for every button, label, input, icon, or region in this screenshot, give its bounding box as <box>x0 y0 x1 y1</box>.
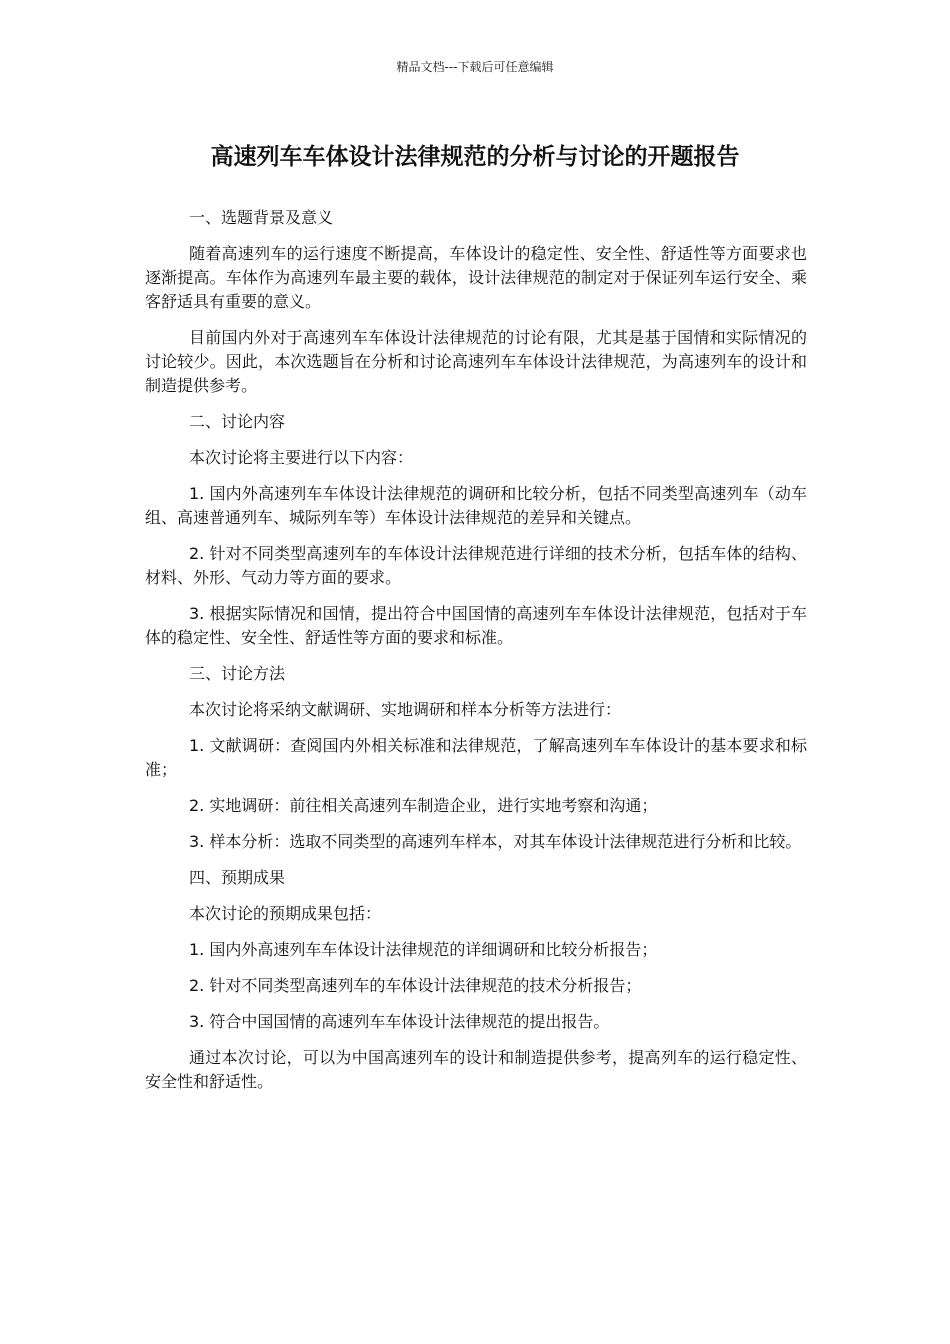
list-item: 1. 文献调研：查阅国内外相关标准和法律规范，了解高速列车车体设计的基本要求和标准； <box>145 736 807 779</box>
paragraph: 本次讨论将采纳文献调研、实地调研和样本分析等方法进行： <box>189 700 622 719</box>
document-title: 高速列车车体设计法律规范的分析与讨论的开题报告 <box>210 144 740 170</box>
list-item: 1. 国内外高速列车车体设计法律规范的详细调研和比较分析报告； <box>189 940 658 959</box>
paragraph: 通过本次讨论，可以为中国高速列车的设计和制造提供参考，提高列车的运行稳定性、安全性和舒适性。 <box>145 1048 807 1091</box>
section-heading-background: 一、选题背景及意义 <box>189 208 334 227</box>
paragraph: 本次讨论的预期成果包括： <box>189 904 382 923</box>
header-note: 精品文档---下载后可任意编辑 <box>396 60 554 74</box>
list-item: 2. 实地调研：前往相关高速列车制造企业，进行实地考察和沟通； <box>189 796 658 815</box>
section-heading-results: 四、预期成果 <box>189 868 286 887</box>
section-heading-method: 三、讨论方法 <box>189 664 286 683</box>
list-item: 3. 样本分析：选取不同类型的高速列车样本，对其车体设计法律规范进行分析和比较。 <box>189 832 802 851</box>
list-item: 1. 国内外高速列车车体设计法律规范的调研和比较分析，包括不同类型高速列车（动车组、高速普通列车、城际列车等）车体设计法律规范的差异和关键点。 <box>145 484 807 527</box>
section-heading-content: 二、讨论内容 <box>189 412 286 431</box>
document-body <box>145 206 807 1106</box>
list-item: 2. 针对不同类型高速列车的车体设计法律规范的技术分析报告； <box>189 976 642 995</box>
list-item: 3. 根据实际情况和国情，提出符合中国国情的高速列车车体设计法律规范，包括对于车体的稳定性、安全性、舒适性等方面的要求和标准。 <box>145 604 807 647</box>
paragraph: 随着高速列车的运行速度不断提高，车体设计的稳定性、安全性、舒适性等方面要求也逐渐提高。车体作为高速列车最主要的载体，设计法律规范的制定对于保证列车运行安全、乘客舒适具有重要的意义。 <box>145 244 807 311</box>
paragraph: 目前国内外对于高速列车车体设计法律规范的讨论有限，尤其是基于国情和实际情况的讨论较少。因此，本次选题旨在分析和讨论高速列车车体设计法律规范，为高速列车的设计和制造提供参考。 <box>145 328 807 395</box>
paragraph: 本次讨论将主要进行以下内容： <box>189 448 414 467</box>
list-item: 3. 符合中国国情的高速列车车体设计法律规范的提出报告。 <box>189 1012 610 1031</box>
list-item: 2. 针对不同类型高速列车的车体设计法律规范进行详细的技术分析，包括车体的结构、材料、外形、气动力等方面的要求。 <box>145 544 807 587</box>
